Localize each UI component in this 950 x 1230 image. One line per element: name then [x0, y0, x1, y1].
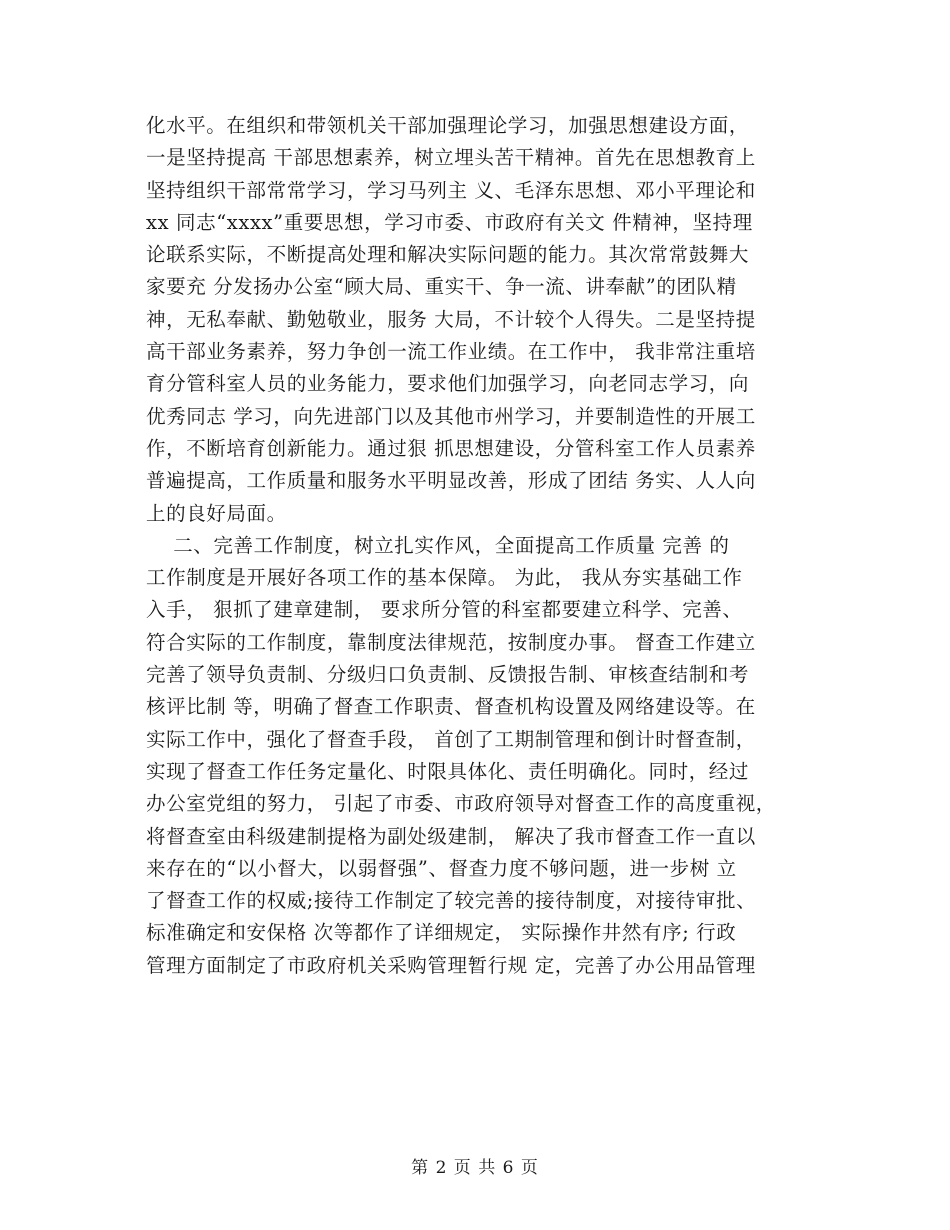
text-line: 工作制度是开展好各项工作的基本保障。 为此， 我从夯实基础工作: [146, 566, 743, 590]
text-line: 来存在的“以小督大，以弱督强”、督查力度不够问题，进一步树 立: [146, 856, 737, 880]
text-line: xx 同志“xxxx”重要思想，学习市委、市政府有关文 件精神，坚持理: [146, 210, 753, 234]
text-line: 二、完善工作制度，树立扎实作风，全面提高工作质量 完善 的: [146, 533, 730, 557]
page-number-footer: 第 2 页 共 6 页: [411, 1158, 539, 1178]
text-line: 符合实际的工作制度，靠制度法律规范，按制度办事。 督查工作建立: [146, 630, 756, 654]
text-line: 实际工作中，强化了督查手段， 首创了工期制管理和倒计时督查制，: [146, 727, 756, 751]
text-line: 上的良好局面。: [146, 501, 287, 525]
text-line: 普遍提高，工作质量和服务水平明显改善，形成了团结 务实、人人向: [146, 469, 756, 493]
text-line: 育分管科室人员的业务能力，要求他们加强学习，向老同志学习，向: [146, 372, 750, 396]
text-line: 论联系实际，不断提高处理和解决实际问题的能力。其次常常鼓舞大: [146, 243, 750, 267]
text-line: 优秀同志 学习，向先进部门以及其他市州学习，并要制造性的开展工: [146, 404, 756, 428]
text-line: 办公室党组的努力， 引起了市委、市政府领导对督查工作的高度重视，: [146, 792, 776, 816]
text-line: 化水平。在组织和带领机关干部加强理论学习，加强思想建设方面，: [146, 114, 750, 137]
text-line: 坚持组织干部常常学习，学习马列主 义、毛泽东思想、邓小平理论和: [146, 178, 756, 202]
text-line: 作，不断培育创新能力。通过狠 抓思想建设，分管科室工作人员素养: [146, 436, 756, 460]
text-line: 一是坚持提高 干部思想素养，树立埋头苦干精神。首先在思想教育上: [146, 146, 756, 170]
text-line: 完善了领导负责制、分级归口负责制、反馈报告制、审核查结制和考: [146, 663, 750, 687]
text-line: 管理方面制定了市政府机关采购管理暂行规 定，完善了办公用品管理: [146, 953, 756, 977]
text-line: 了督查工作的权威;接待工作制定了较完善的接待制度，对接待审批、: [146, 889, 757, 913]
body-text: [146, 110, 826, 982]
text-line: 神，无私奉献、勤勉敬业，服务 大局，不计较个人得失。二是坚持提: [146, 307, 756, 331]
text-line: 高干部业务素养，努力争创一流工作业绩。在工作中， 我非常注重培: [146, 340, 756, 364]
text-line: 实现了督查工作任务定量化、时限具体化、责任明确化。同时，经过: [146, 759, 750, 783]
text-line: 入手， 狠抓了建章建制， 要求所分管的科室都要建立科学、完善、: [146, 598, 743, 622]
text-line: 标准确定和安保格 次等都作了详细规定， 实际操作井然有序; 行政: [146, 921, 737, 945]
text-line: 家要充 分发扬办公室“顾大局、重实干、争一流、讲奉献”的团队精: [146, 275, 737, 299]
text-line: 将督查室由科级建制提格为副处级建制， 解决了我市督查工作一直以: [146, 824, 756, 848]
text-line: 核评比制 等，明确了督查工作职责、督查机构设置及网络建设等。在: [146, 695, 756, 719]
